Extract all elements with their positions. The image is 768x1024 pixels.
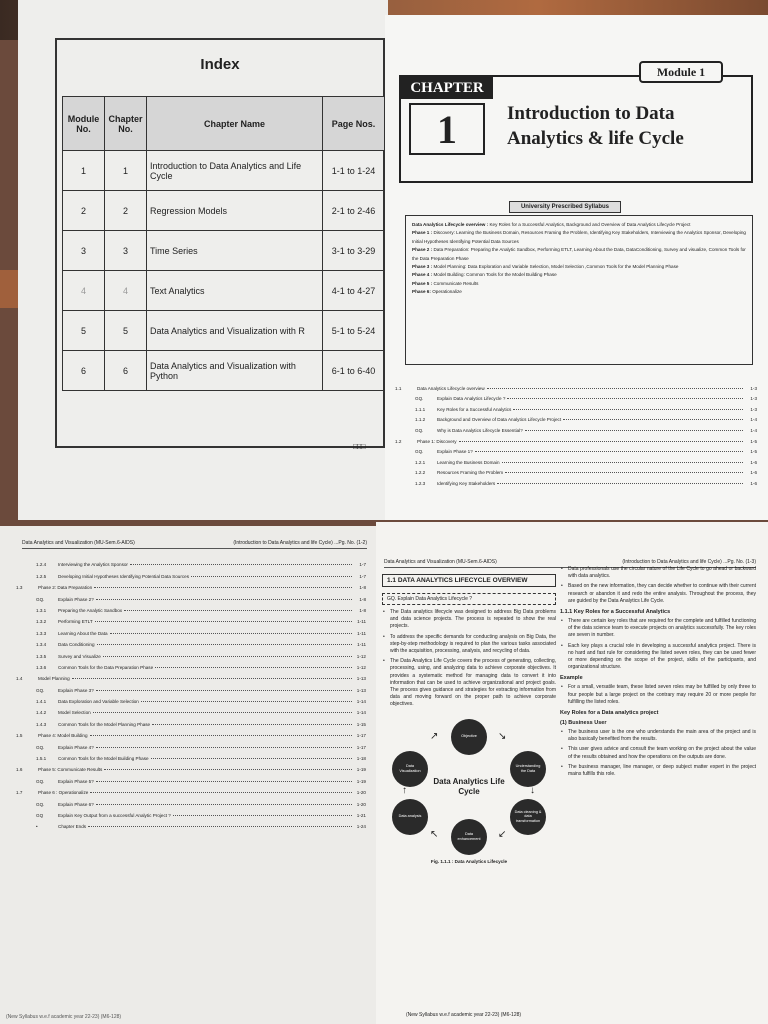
toc-leader [95, 621, 352, 622]
toc-leader [141, 701, 352, 702]
syllabus-item [412, 246, 746, 263]
chapter-toc [395, 380, 757, 486]
toc-leader [96, 781, 352, 782]
toc-number: GQ. [36, 801, 45, 807]
left-column [382, 574, 556, 864]
toc-text: Performing ETLT [58, 619, 93, 625]
toc-row [16, 636, 366, 647]
chapter-number: 2 [105, 191, 147, 231]
toc-leader [475, 451, 743, 452]
toc-number: 1.6 [16, 767, 23, 773]
toc-page: 1-12 [356, 653, 366, 659]
toc-page: 1-7 [359, 573, 366, 579]
toc-page: 1-15 [356, 721, 366, 727]
toc-page: 1-11 [357, 630, 366, 636]
toc-number: 1.3 [16, 585, 23, 591]
chapter-page [385, 15, 768, 520]
toc-leader [104, 769, 352, 770]
index-row [63, 231, 385, 271]
bullet-paragraph: • This user gives advice and consult the team working on the project about the value of the results obtained and how the operations on the outputs are done. [560, 746, 756, 760]
cycle-node-cleaning: Data cleaning & data transformation [510, 799, 546, 835]
toc-leader [130, 564, 352, 565]
syllabus-label: Phase 5 : [412, 280, 433, 286]
right-bullets [560, 566, 756, 605]
toc-row [16, 795, 366, 806]
toc-page: 1-6 [750, 480, 757, 486]
toc-number: 1.7 [16, 790, 23, 796]
toc-number: 1.2.1 [415, 459, 426, 465]
toc-row [16, 693, 366, 704]
toc-page: 1-7 [359, 562, 366, 568]
right-column [560, 566, 756, 781]
header-chapter-name: Chapter Name [147, 97, 323, 151]
toc-row [16, 761, 366, 772]
running-header [22, 540, 367, 549]
syllabus-label: Data Analytics Lifecycle overview : [412, 222, 489, 227]
toc-row [16, 727, 366, 738]
toc-text: Key Roles for a Successful Analytics [437, 406, 512, 412]
module-number: 3 [63, 231, 105, 271]
toc-page: 1-8 [359, 596, 366, 602]
syllabus-text: Key Roles for a Successful Analytics, Background and Overview of Data Analytics Lifecycle Project [489, 222, 691, 227]
toc-text: Learning the Business Domain [437, 459, 500, 465]
syllabus-item [412, 263, 746, 271]
cycle-node-enhancement: Data enhancement [451, 819, 487, 855]
toc-number: 1.4 [16, 676, 23, 682]
toc-number: 1.2.5 [36, 573, 47, 579]
syllabus-label: Phase 3 : [412, 264, 433, 270]
module-tab: Module 1 [639, 61, 723, 83]
toc-page: 1-17 [356, 733, 366, 739]
syllabus-item [412, 288, 746, 296]
toc-leader [72, 678, 352, 679]
toc-leader [97, 644, 352, 645]
cycle-node-understanding: Understanding the Data [510, 751, 546, 787]
toc-text: Explain Phase 1? [437, 449, 473, 455]
header-left: Data Analytics and Visualization (MU-Sem.6-AIDS) [384, 559, 497, 565]
chapter-title: Introduction to Data Analytics & life Cycle [507, 103, 684, 149]
toc-page: 1-13 [356, 687, 366, 693]
toc-text: Common Tools for the Model Planning Phase [58, 721, 151, 727]
arrow-icon: ↗ [430, 730, 439, 742]
toc-number: 1.3.2 [36, 619, 47, 625]
arrow-icon: ↖ [430, 828, 439, 840]
toc-row [16, 567, 366, 578]
cycle-node-analysis: Data analysis [392, 799, 428, 835]
bullet-paragraph: • Each key plays a crucial role in developing a successful analytics project. There is no hard and fast rule for considering the listed seven roles, they can be used fewer or more depending on the scope of the project, skills of the participants, and organizational structure. [560, 643, 756, 672]
roles-bullets [560, 618, 756, 671]
toc-row [395, 391, 757, 402]
toc-row [16, 715, 366, 726]
toc-text: Resources Framing the Problem [437, 470, 504, 476]
syllabus-text: Model Planning: Data Exploration and Variable Selection, Model Selection ,Common Tools for the Model Planning Phase [433, 264, 679, 270]
chapter-name: Data Analytics and Visualization with Python [147, 351, 323, 391]
lifecycle-diagram [382, 715, 556, 857]
toc-leader [191, 576, 352, 577]
toc-leader [563, 419, 743, 420]
page-range: 3-1 to 3-29 [323, 231, 385, 271]
body-page [376, 522, 768, 1024]
toc-text: Why is Data Analytics Lifecycle Essential? [437, 427, 523, 433]
footer: (New Syllabus w.e.f academic year 22-23) (M6-128) [6, 1014, 122, 1020]
toc-text: Model Planning [38, 676, 70, 682]
chapter-name: Text Analytics [147, 271, 323, 311]
toc-leader [507, 398, 743, 399]
toc-number: 1.2.2 [415, 470, 426, 476]
toc-page: 1-19 [356, 767, 366, 773]
left-bullets [382, 609, 556, 709]
toc-row [16, 784, 366, 795]
toc-leader [155, 667, 352, 668]
toc-leader [487, 388, 743, 389]
toc-number: 1.3.6 [36, 664, 47, 670]
gq-question: GQ. Explain Data Analytics Lifecycle ? [382, 593, 556, 605]
toc-number: GQ [36, 812, 44, 818]
toc-text: Explain Phase 4? [58, 744, 94, 750]
module-number: 2 [63, 191, 105, 231]
toc-number: GQ. [36, 687, 45, 693]
footer: (New Syllabus w.e.f academic year 22-23) (M6-128) [406, 1012, 522, 1018]
toc-text: Chapter Ends [58, 824, 87, 830]
toc-number: 1.3.5 [36, 653, 47, 659]
toc-page: 1-4 [750, 427, 757, 433]
toc-page: 1-13 [356, 676, 366, 682]
arrow-icon: ↓ [530, 784, 535, 796]
toc-row [16, 818, 366, 829]
index-row [63, 351, 385, 391]
toc-page: 1-8 [359, 585, 366, 591]
toc-number: GQ. [36, 744, 45, 750]
toc-row [16, 556, 366, 567]
toc-row [16, 590, 366, 601]
toc-leader [88, 826, 352, 827]
index-header-row [63, 97, 385, 151]
toc-row [16, 647, 366, 658]
toc-leader [96, 690, 352, 691]
section-title: 1.1 DATA ANALYTICS LIFECYCLE OVERVIEW [382, 574, 556, 587]
example-heading: Example [560, 675, 583, 682]
header-left: Data Analytics and Visualization (MU-Sem.6-AIDS) [22, 540, 135, 546]
toc-leader [94, 587, 352, 588]
arrow-icon: ↙ [498, 828, 507, 840]
chapter-name: Introduction to Data Analytics and Life Cycle [147, 151, 323, 191]
toc-text: Data Exploration and Variable Selection [58, 699, 139, 705]
header-chapter: Chapter No. [105, 97, 147, 151]
toc-row [16, 807, 366, 818]
qr-mark: □□□ [353, 442, 365, 451]
toc-number: 1.2.4 [36, 562, 47, 568]
toc-row [16, 738, 366, 749]
figure-caption: Fig. 1.1.1 : Data Analytics Lifecycle [430, 858, 508, 864]
toc-leader [93, 712, 352, 713]
toc-page: 1-11 [357, 619, 366, 625]
index-row [63, 191, 385, 231]
cycle-title: Data Analytics Life Cycle [433, 776, 505, 796]
toc-leader [90, 735, 352, 736]
toc-page: 1-20 [356, 801, 366, 807]
cycle-node-objective: Objective [451, 719, 487, 755]
toc-leader [124, 610, 352, 611]
bullet-paragraph: • The business manager, line manager, or deep subject matter expert in the project mains fulfills this role. [560, 764, 756, 778]
toc-row [16, 659, 366, 670]
toc-leader [110, 633, 352, 634]
toc-row [16, 670, 366, 681]
toc-page: 1-14 [356, 699, 366, 705]
toc-row [395, 422, 757, 433]
toc-leader [96, 599, 352, 600]
syllabus-text: Discovery: Learning the Business Domain, Resources Framing the Problem, Identifying Key Stakeholders, Interviewing the Analytics Sponsor, Developing Initial Hypotheses Identifying Potential Data Sources [412, 230, 746, 244]
chapter-number: 5 [105, 311, 147, 351]
toc-text: Explain Phase 5? [58, 778, 94, 784]
index-title: Index [200, 56, 240, 73]
toc-text: Explain Key Output from a successful Analytic Project ? [58, 812, 171, 818]
toc-page: 1-3 [750, 396, 757, 402]
chapter-name: Data Analytics and Visualization with R [147, 311, 323, 351]
chapter-name: Time Series [147, 231, 323, 271]
index-row [63, 151, 385, 191]
page-range: 4-1 to 4-27 [323, 271, 385, 311]
toc-page: 1-12 [356, 664, 366, 670]
toc-page: 1-11 [357, 642, 366, 648]
chapter-banner [399, 75, 753, 183]
syllabus-text: Model Building: Common Tools for the Model Building Phase [433, 272, 557, 278]
toc-row [16, 613, 366, 624]
toc-row [395, 475, 757, 486]
toc-text: Learning About the Data [58, 630, 108, 636]
toc-leader [459, 441, 743, 442]
toc-row [16, 579, 366, 590]
toc-page: 1-8 [359, 607, 366, 613]
toc-row [16, 772, 366, 783]
header-page-nos: Page Nos. [323, 97, 385, 151]
toc-number: 1.1.2 [415, 417, 426, 423]
toc-page: 1-4 [750, 417, 757, 423]
syllabus-item [412, 280, 746, 288]
toc-text: Phase 5: Communicate Results [38, 767, 103, 773]
chapter-label: CHAPTER [401, 77, 493, 99]
cycle-node-visualization: Data Visualization [392, 751, 428, 787]
toc-text: Explain Data Analytics Lifecycle ? [437, 396, 506, 402]
toc-number: 1.5.1 [36, 756, 47, 762]
toc-row [395, 465, 757, 476]
toc-row [395, 380, 757, 391]
toc-text: Model Selection [58, 710, 91, 716]
toc-row [16, 602, 366, 613]
syllabus-label: Phase 4 : [412, 272, 433, 278]
syllabus-item [412, 271, 746, 279]
syllabus-label: Phase 6: [412, 289, 431, 295]
syllabus-text: Communicate Results [433, 280, 479, 286]
header-module: Module No. [63, 97, 105, 151]
toc-page: 1-5 [750, 449, 757, 455]
toc-row [16, 704, 366, 715]
toc-row [395, 401, 757, 412]
toc-row [16, 681, 366, 692]
arrow-icon: ↑ [402, 784, 407, 796]
toc-leader [96, 747, 352, 748]
toc-row [395, 433, 757, 444]
index-table [62, 96, 385, 391]
toc-row [395, 412, 757, 423]
toc-leader [497, 483, 743, 484]
bullet-paragraph: • Data professionals use the circular nature of the Life Cycle to go ahead or backward with data analytics. [560, 566, 756, 580]
bullet-paragraph: • The Data analytics lifecycle was designed to address Big Data problems and data science projects. The process is repeated to show the real projects. [382, 609, 556, 631]
toc-number: 1.1.1 [415, 406, 426, 412]
toc-page: 1-14 [356, 710, 366, 716]
bullet-paragraph: • To address the specific demands for conducting analysis on Big Data, the step-by-step methodology is required to plan the various tasks associated with the acquisition, processing, analysis, and recycling of data. [382, 634, 556, 656]
toc-number: 1.3.1 [36, 607, 47, 613]
module-number: 6 [63, 351, 105, 391]
toc-number: 1.3.3 [36, 630, 47, 636]
syllabus-box [405, 215, 753, 365]
syllabus-label: Phase 1 : [412, 230, 433, 236]
toc-leader [152, 724, 352, 725]
toc-text: Explain Phase 3? [58, 687, 94, 693]
toc-page: 1-5 [750, 438, 757, 444]
syllabus-item [412, 221, 746, 229]
contents-page [0, 526, 378, 1024]
toc-number: GQ. [415, 427, 424, 433]
toc-page: 1-6 [750, 470, 757, 476]
page-range: 2-1 to 2-46 [323, 191, 385, 231]
chapter-number: 3 [105, 231, 147, 271]
business-bullets [560, 729, 756, 778]
header-right: (Introduction to Data Analytics and life Cycle) ...Pg. No. (1-3) [622, 559, 756, 565]
toc-number: GQ. [36, 596, 45, 602]
toc-leader [96, 804, 352, 805]
syllabus-item [412, 229, 746, 246]
toc-row [395, 444, 757, 455]
module-number: 1 [63, 151, 105, 191]
toc-row [395, 454, 757, 465]
toc-text: Data Conditioning [58, 642, 95, 648]
toc-text: Phase 1: Discovery [417, 438, 457, 444]
toc-text: Preparing the Analytic Sandbox [58, 607, 123, 613]
toc-number: 1.2.3 [415, 480, 426, 486]
toc-page: 1-17 [356, 744, 366, 750]
toc-text: Explain Phase 2? [58, 596, 94, 602]
toc-page: 1-18 [356, 756, 366, 762]
toc-number: GQ. [415, 449, 424, 455]
business-user-heading: (1) Business User [560, 720, 607, 727]
chapter-number: 1 [409, 103, 485, 155]
toc-page: 1-3 [750, 385, 757, 391]
toc-page: 1-21 [356, 812, 366, 818]
toc-page: 1-3 [750, 406, 757, 412]
index-row [63, 311, 385, 351]
arrow-icon: ↘ [498, 730, 507, 742]
syllabus-text: Operationalize [432, 289, 462, 295]
bullet-paragraph: • There are certain key roles that are required for the complete and fulfilled functioning of the data science team to execute projects on analytics successfully. The key roles are seven in number. [560, 618, 756, 640]
toc-row [16, 624, 366, 635]
example-bullets [560, 684, 756, 706]
header-right: (Introduction to Data Analytics and life Cycle) ...Pg. No. (1-2) [233, 540, 367, 546]
toc-number: 1.4.1 [36, 699, 47, 705]
toc-number: • [36, 824, 38, 830]
toc-leader [173, 815, 352, 816]
bullet-paragraph: • The Data Analytics Life Cycle covers the process of generating, collecting, processing, using, and analyzing data to achieve corporate objectives. It provides a systematic method for managing data to convert it into information that can be used to achieve organizational and project goals. The process gives guidance and strategies for extracting information from data and moving forward on the proper path to achieve corporate objectives. [382, 658, 556, 708]
toc-leader [103, 656, 352, 657]
key-roles-heading: Key Roles for a Data analytics project [560, 710, 659, 717]
subsection-title: 1.1.1 Key Roles for a Successful Analytics [560, 609, 671, 616]
chapter-number: 6 [105, 351, 147, 391]
toc-text: Explain Phase 6? [58, 801, 94, 807]
syllabus-heading: University Prescribed Syllabus [509, 201, 621, 213]
toc-text: Survey and Visualize [58, 653, 101, 659]
toc-leader [151, 758, 352, 759]
contents-toc [16, 556, 366, 829]
toc-number: 1.1 [395, 385, 402, 391]
toc-page: 1-19 [356, 778, 366, 784]
toc-number: 1.4.2 [36, 710, 47, 716]
toc-number: 1.5 [16, 733, 23, 739]
syllabus-label: Phase 2 : [412, 247, 433, 253]
toc-text: Common Tools for the Model Building Phase [58, 756, 149, 762]
toc-leader [502, 462, 743, 463]
bullet-paragraph: • For a small, versatile team, these listed seven roles may be fulfilled by only three to four people but a large project on the contrary may require 20 or more people for fulfilling the listed roles. [560, 684, 756, 706]
toc-text: Interviewing the Analytics Sponsor [58, 562, 128, 568]
toc-text: Identifying Key Stakeholders [437, 480, 496, 486]
toc-number: 1.3.4 [36, 642, 47, 648]
toc-text: Phase 4: Model Building [38, 733, 88, 739]
page-range: 5-1 to 5-24 [323, 311, 385, 351]
syllabus-text: Data Preparation: Preparing the Analytic Sandbox, Performing ETLT, Learning About the Data, DataConditioning, Survey and visualize, Common Tools for the Data Preparation Phase [412, 247, 746, 261]
page-range: 6-1 to 6-40 [323, 351, 385, 391]
toc-leader [505, 472, 743, 473]
chapter-number: 4 [105, 271, 147, 311]
toc-text: Phase 2: Data Preparation [38, 585, 93, 591]
toc-number: 1.2 [395, 438, 402, 444]
module-number: 5 [63, 311, 105, 351]
index-row [63, 271, 385, 311]
toc-number: GQ. [415, 396, 424, 402]
toc-leader [90, 792, 352, 793]
toc-leader [525, 430, 743, 431]
toc-page: 1-20 [356, 790, 366, 796]
chapter-name: Regression Models [147, 191, 323, 231]
toc-text: Developing Initial Hypotheses Identifying Potential Data Sources [58, 573, 189, 579]
index-page [18, 0, 388, 520]
toc-page: 1-6 [750, 459, 757, 465]
toc-text: Phase 6 : Operationalize [38, 790, 89, 796]
toc-number: GQ. [36, 778, 45, 784]
toc-text: Background and Overview of Data Analytics Lifecycle Project [437, 417, 562, 423]
page-range: 1-1 to 1-24 [323, 151, 385, 191]
toc-leader [513, 409, 743, 410]
bullet-paragraph: • Based on the new information, they can decide whether to continue with their current research or abandon it and redo the entire analysis. Throughout the process, they are guided by the Data Analytics Life Cycle. [560, 583, 756, 605]
toc-text: Common Tools for the Data Preparation Phase [58, 664, 154, 670]
bullet-paragraph: • The business user is the one who understands the main area of the project and is also basically benefited from the results. [560, 729, 756, 743]
toc-row [16, 750, 366, 761]
toc-text: Data Analytics Lifecycle overview [417, 385, 485, 391]
toc-page: 1-24 [356, 824, 366, 830]
chapter-number: 1 [105, 151, 147, 191]
toc-number: 1.4.3 [36, 721, 47, 727]
module-number: 4 [63, 271, 105, 311]
